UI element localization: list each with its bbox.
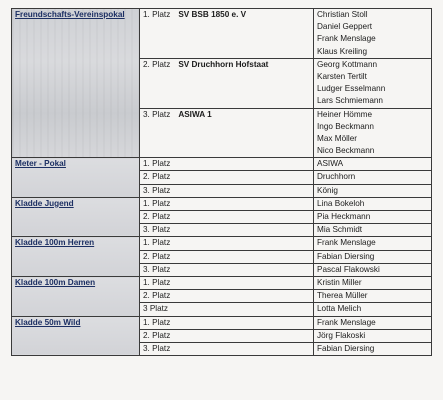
place-cell — [140, 277, 314, 290]
table-row — [12, 237, 432, 250]
person-name: Mia Schmidt — [317, 225, 363, 235]
place-cell — [140, 290, 314, 303]
person-name: Therea Müller — [317, 291, 368, 301]
person-name: Frank Menslage — [317, 317, 376, 327]
place-label: 1. Platz — [143, 159, 171, 169]
category-label: Kladde 100m Herren — [15, 238, 95, 248]
table-row — [12, 197, 432, 210]
person-name: Fabian Diersing — [317, 251, 375, 261]
category-cell — [12, 237, 140, 277]
club-name: SV Druchhorn Hofstaat — [178, 59, 269, 69]
names-cell — [314, 224, 432, 237]
person-name: Lars Schmiemann — [317, 96, 383, 106]
names-cell — [314, 9, 432, 59]
category-cell — [12, 9, 140, 158]
person-name: Nico Beckmann — [317, 146, 375, 156]
place-cell — [140, 303, 314, 316]
person-name: Max Möller — [317, 133, 358, 143]
names-cell — [314, 184, 432, 197]
names-cell — [314, 277, 432, 290]
person-name: Pascal Flakowski — [317, 264, 380, 274]
person-name: Druchhorn — [317, 172, 356, 182]
table-row — [12, 277, 432, 290]
place-label: 3. Platz — [143, 225, 171, 235]
place-cell — [140, 184, 314, 197]
person-name: ASIWA — [317, 159, 344, 169]
person-name: Christian Stoll — [317, 10, 368, 19]
place-label: 2. Platz — [143, 251, 171, 261]
person-name: Lina Bokeloh — [317, 198, 365, 208]
names-cell — [314, 58, 432, 108]
names-cell — [314, 250, 432, 263]
place-label: 3. Platz — [143, 264, 171, 274]
person-name: Ingo Beckmann — [317, 121, 374, 131]
names-cell — [314, 290, 432, 303]
person-name: Frank Menslage — [317, 34, 376, 44]
place-cell — [140, 237, 314, 250]
place-cell — [140, 58, 314, 108]
person-name: Fabian Diersing — [317, 344, 375, 354]
place-cell — [140, 108, 314, 158]
names-cell — [314, 316, 432, 329]
place-label: 3 Platz — [143, 304, 169, 314]
place-cell — [140, 197, 314, 210]
place-cell — [140, 263, 314, 276]
club-name: SV BSB 1850 e. V — [178, 10, 247, 19]
category-cell — [12, 158, 140, 198]
person-name: Jörg Flakoski — [317, 330, 366, 340]
place-cell — [140, 158, 314, 171]
table-row — [12, 316, 432, 329]
person-name: Frank Menslage — [317, 238, 376, 248]
category-label: Freundschafts-Vereinspokal — [15, 10, 125, 19]
person-name: Lotta Melich — [317, 304, 362, 314]
names-cell — [314, 211, 432, 224]
category-cell — [12, 197, 140, 237]
place-label: 3. Platz — [143, 109, 171, 119]
table-row — [12, 158, 432, 171]
place-label: 1. Platz — [143, 198, 171, 208]
person-name: König — [317, 185, 338, 195]
place-label: 2. Platz — [143, 59, 171, 69]
category-label: Kladde Jugend — [15, 198, 74, 208]
category-cell — [12, 316, 140, 356]
person-name: Karsten Tertilt — [317, 71, 367, 81]
place-cell — [140, 9, 314, 59]
place-label: 2. Platz — [143, 291, 171, 301]
names-cell — [314, 197, 432, 210]
person-name: Kristin Miller — [317, 278, 362, 288]
category-label: Kladde 100m Damen — [15, 278, 96, 288]
place-label: 1. Platz — [143, 278, 171, 288]
category-label: Kladde 50m Wild — [15, 317, 81, 327]
category-cell — [12, 277, 140, 317]
place-label: 1. Platz — [143, 238, 171, 248]
names-cell — [314, 171, 432, 184]
place-label: 2. Platz — [143, 330, 171, 340]
place-cell — [140, 250, 314, 263]
place-cell — [140, 343, 314, 356]
names-cell — [314, 108, 432, 158]
names-cell — [314, 303, 432, 316]
names-cell — [314, 237, 432, 250]
place-cell — [140, 211, 314, 224]
person-name: Pia Heckmann — [317, 212, 371, 222]
person-name: Klaus Kreiling — [317, 46, 368, 56]
place-cell — [140, 316, 314, 329]
place-cell — [140, 329, 314, 342]
person-name: Daniel Geppert — [317, 22, 373, 32]
place-label: 1. Platz — [143, 10, 171, 19]
names-cell — [314, 263, 432, 276]
place-label: 3. Platz — [143, 185, 171, 195]
person-name: Heiner Hömme — [317, 109, 373, 119]
names-cell — [314, 343, 432, 356]
results-table — [11, 8, 432, 356]
place-label: 1. Platz — [143, 317, 171, 327]
place-label: 2. Platz — [143, 212, 171, 222]
names-cell — [314, 158, 432, 171]
place-label: 2. Platz — [143, 172, 171, 182]
place-cell — [140, 171, 314, 184]
club-name: ASIWA 1 — [178, 109, 212, 119]
person-name: Ludger Esselmann — [317, 84, 386, 94]
category-label: Meter - Pokal — [15, 159, 66, 169]
person-name: Georg Kottmann — [317, 59, 378, 69]
table-row — [12, 9, 432, 59]
place-cell — [140, 224, 314, 237]
names-cell — [314, 329, 432, 342]
place-label: 3. Platz — [143, 344, 171, 354]
